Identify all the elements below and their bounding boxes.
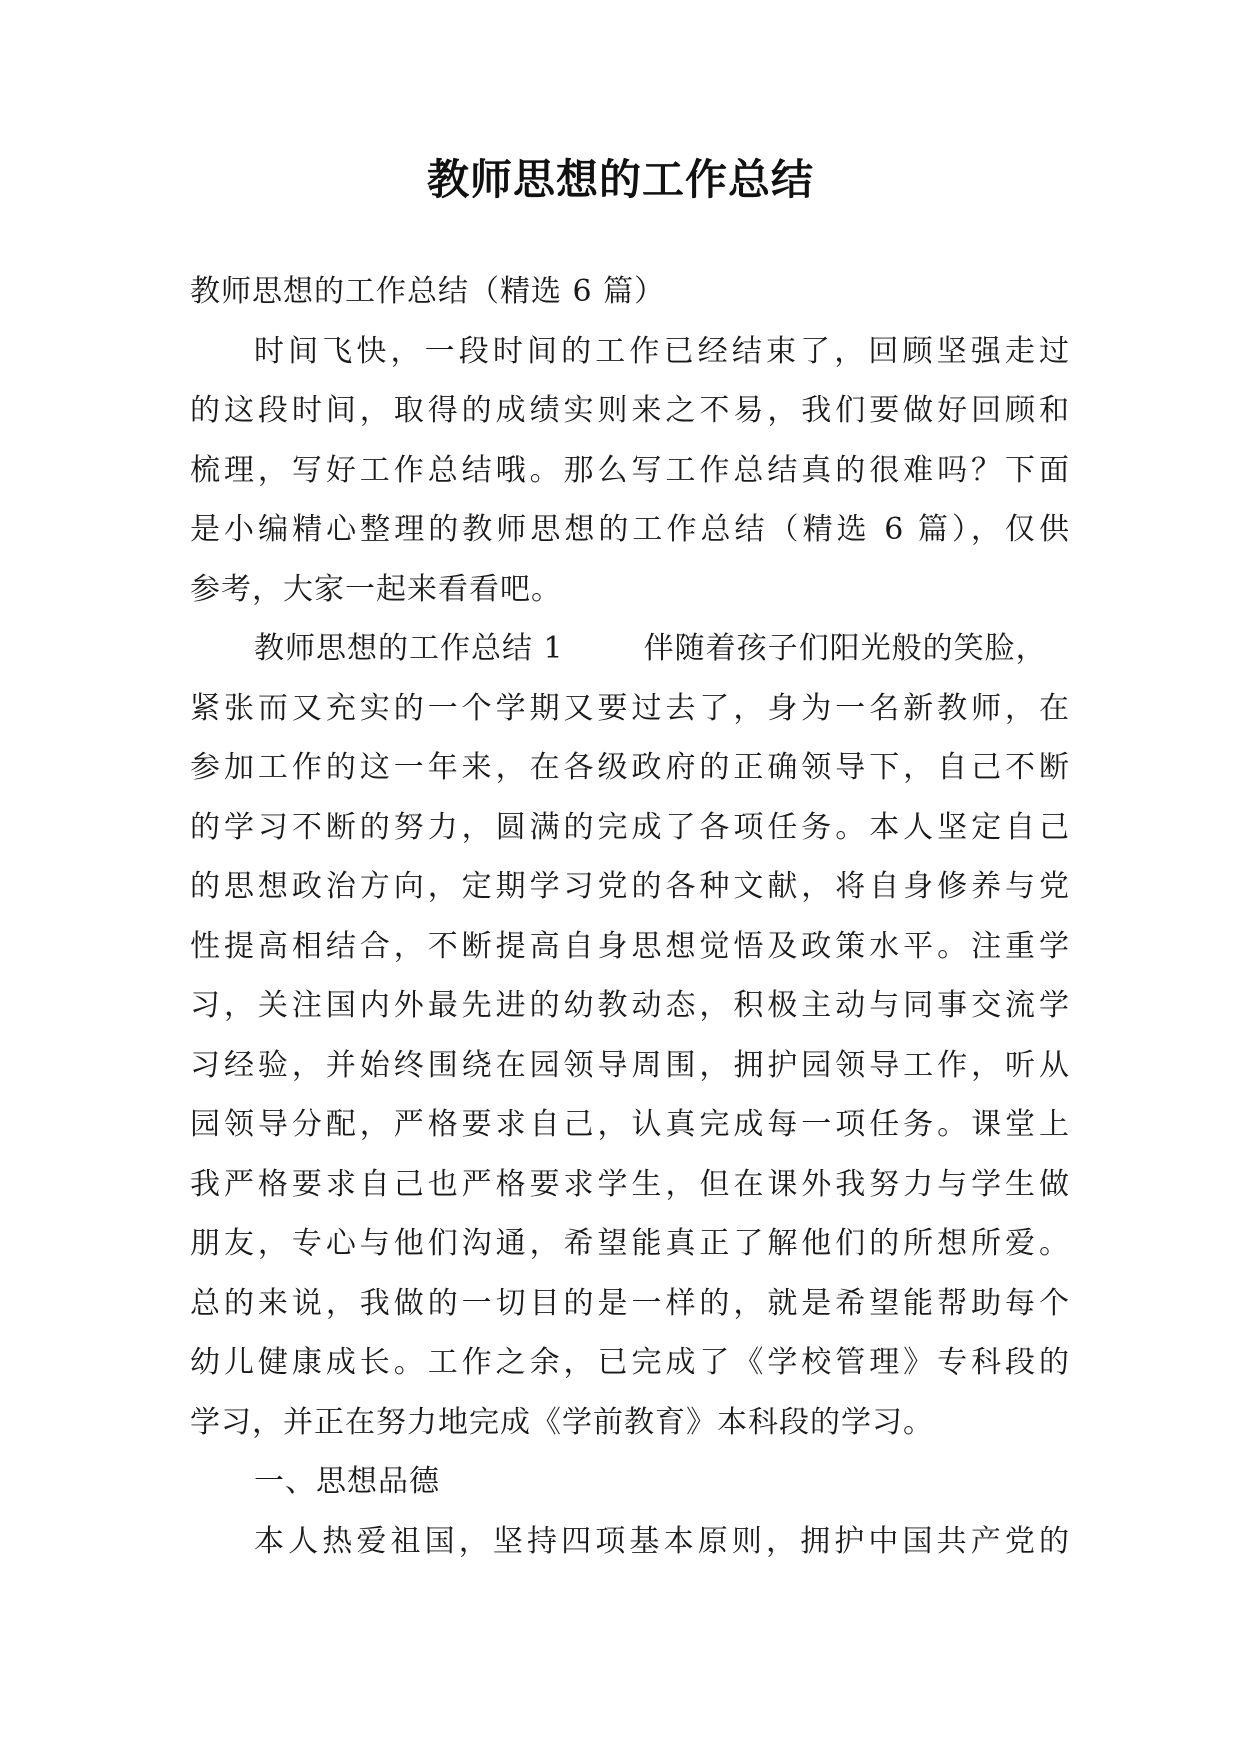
section-heading: 教师思想的工作总结 1 xyxy=(254,631,564,666)
paragraph-text: 伴随着孩子们阳光般的笑脸， xyxy=(643,631,1047,666)
paragraph-line: 我严格要求自己也严格要求学生，但在课外我努力与学生做 xyxy=(190,1166,1070,1202)
subtitle-line: 教师思想的工作总结（精选 6 篇） xyxy=(190,274,666,309)
paragraph-line: 紧张而又充实的一个学期又要过去了，身为一名新教师，在 xyxy=(190,690,1070,726)
paragraph-line: 参加工作的这一年来，在各级政府的正确领导下，自己不断 xyxy=(190,750,1070,785)
section-heading-line xyxy=(190,619,1070,679)
paragraph-line: 习，关注国内外最先进的幼教动态，积极主动与同事交流学 xyxy=(190,988,1070,1023)
paragraph-line: 的学习不断的努力，圆满的完成了各项任务。本人坚定自己 xyxy=(190,809,1070,845)
paragraph-line: 园领导分配，严格要求自己，认真完成每一项任务。课堂上 xyxy=(190,1107,1070,1142)
paragraph-line: 朋友，专心与他们沟通，希望能真正了解他们的所想所爱。 xyxy=(190,1226,1070,1261)
paragraph-line: 总的来说，我做的一切目的是一样的，就是希望能帮助每个 xyxy=(190,1285,1070,1321)
paragraph-line: 本人热爱祖国，坚持四项基本原则，拥护中国共产党的 xyxy=(254,1523,1070,1559)
paragraph-line: 梳理，写好工作总结哦。那么写工作总结真的很难吗？下面 xyxy=(190,452,1070,488)
document-title: 教师思想的工作总结 xyxy=(426,155,814,204)
paragraph-line: 时间飞快，一段时间的工作已经结束了，回顾坚强走过 xyxy=(254,333,1070,369)
paragraph-line: 性提高相结合，不断提高自身思想觉悟及政策水平。注重学 xyxy=(190,928,1070,964)
paragraph-line: 参考，大家一起来看看吧。 xyxy=(190,571,562,607)
paragraph-line: 学习，并正在努力地完成《学前教育》本科段的学习。 xyxy=(190,1404,934,1440)
paragraph-line: 是小编精心整理的教师思想的工作总结（精选 6 篇），仅供 xyxy=(190,512,1070,547)
paragraph-line: 习经验，并始终围绕在园领导周围，拥护园领导工作，听从 xyxy=(190,1047,1070,1083)
paragraph-line: 的这段时间，取得的成绩实则来之不易，我们要做好回顾和 xyxy=(190,393,1070,428)
section-heading: 一、思想品德 xyxy=(254,1464,440,1499)
paragraph-line: 幼儿健康成长。工作之余，已完成了《学校管理》专科段的 xyxy=(190,1345,1070,1380)
paragraph-line: 的思想政治方向，定期学习党的各种文献，将自身修养与党 xyxy=(190,869,1070,904)
document-body xyxy=(190,262,1070,1571)
